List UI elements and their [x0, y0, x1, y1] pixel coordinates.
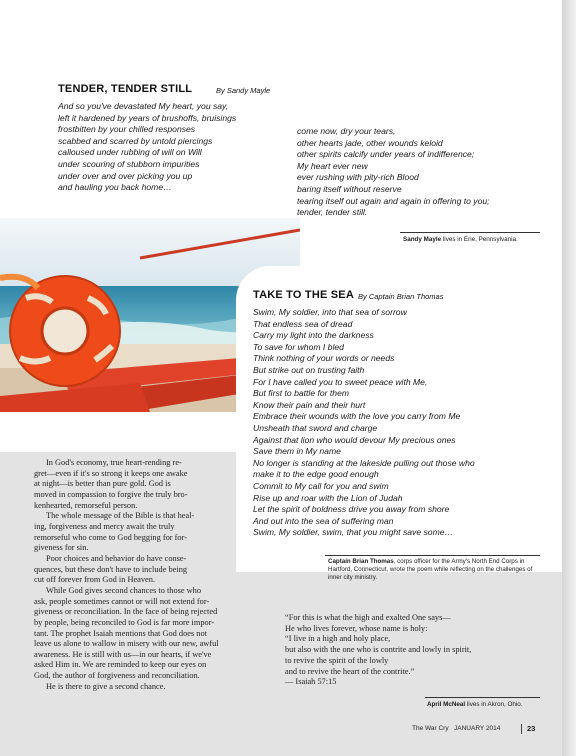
quote-line: and to revive the heart of the contrite.” — [285, 666, 415, 676]
quote-line: “I live in a high and holy place, — [285, 634, 391, 644]
poem-title-tender: TENDER, TENDER STILL — [58, 83, 193, 95]
poem-line: Against that lion who would devour My precious ones — [253, 434, 456, 445]
poem-line: To save for whom I bled — [253, 341, 344, 352]
poem-tender-stanza-right — [297, 126, 490, 219]
poem-line: Think nothing of your words or needs — [253, 353, 395, 364]
body-line: at night—is better than pure gold. God is — [34, 479, 171, 489]
poem-line: And out into the sea of suffering man — [253, 515, 394, 526]
body-line: Poor choices and behavior do have conse- — [46, 553, 187, 563]
poem-line: That endless sea of dread — [253, 318, 353, 329]
quote-line: to revive the spirit of the lowly — [285, 655, 389, 665]
quote-line: “For this is what the high and exalted One says— — [285, 613, 451, 622]
author-bio-text: lives in Erie, Pennsylvania. — [441, 236, 518, 243]
body-line: cut off forever from God in Heaven. — [34, 575, 156, 585]
poem-line: But strike out on trusting faith — [253, 364, 365, 375]
body-line: asked Him in. We are reminded to keep our eyes on — [34, 660, 207, 670]
body-line: giveness or reconciliation. In the face of being rejected — [34, 607, 218, 617]
body-line: moved in compassion to forgive the truly bro- — [34, 489, 188, 499]
poem-line: other hearts jade, other wounds keloid — [297, 137, 443, 148]
poem-line: make it to the edge good enough — [253, 469, 379, 480]
body-line: In God's economy, true heart-rending re- — [46, 458, 182, 467]
poem-line: and hauling you back home… — [58, 182, 172, 193]
poem-line: But first to battle for them — [253, 388, 350, 399]
body-line: He is there to give a second chance. — [46, 681, 166, 691]
body-line: tant. The prophet Isaiah mentions that God does not — [34, 628, 207, 638]
poem-line: Save them in My name — [253, 446, 341, 457]
poem-line: Know their pain and their hurt — [253, 399, 366, 410]
poem-line: tender, tender still. — [297, 207, 368, 218]
poem-line: Commit to My call for you and swim — [253, 480, 389, 491]
body-line: by people, being reconciled to God is far more impor- — [34, 617, 215, 627]
poem-line: ever rushing with pity-rich Blood — [297, 172, 419, 183]
issue-date: JANUARY 2014 — [454, 725, 501, 732]
body-line: awareness. He is still with us—in our hearts, if we've — [34, 649, 212, 659]
body-line: God, the author of forgiveness and reconciliation. — [34, 671, 200, 681]
quote-line: but also with the one who is contrite and lowly in spirit, — [285, 645, 472, 655]
poem-line: frostbitten by your chilled responses — [58, 124, 196, 135]
poem-line: No longer is standing at the lakeside pulling out those who — [253, 457, 475, 468]
poem-title-sea: TAKE TO THE SEA — [253, 289, 354, 301]
bio-rule — [425, 697, 540, 698]
author-name: April McNeal — [427, 701, 466, 708]
poem-line: scabbed and scarred by untold piercings — [58, 135, 213, 146]
poem-line: Swim, My soldier, into that sea of sorrow — [253, 307, 407, 317]
body-line: giveness for sin. — [34, 543, 89, 553]
bio-rule — [325, 555, 540, 556]
poem-line: tearing itself out again and again in offering to you; — [297, 195, 490, 206]
poem-line: under over and over picking you up — [58, 170, 193, 181]
quote-citation: — Isaiah 57:15 — [285, 677, 337, 687]
author-name: Captain Brian Thomas — [328, 558, 394, 565]
body-line: ask, people sometimes cannot or will not extend for- — [34, 596, 210, 606]
article-body — [34, 458, 255, 692]
poem-line: Rise up and roar with the Lion of Judah — [253, 492, 403, 503]
scripture-quote — [285, 613, 471, 688]
poem-line: calloused under rubbing of will on Will — [58, 147, 202, 158]
poem-line: Let the spirit of boldness drive you away from shore — [253, 504, 450, 515]
quote-line: He who lives forever, whose name is holy: — [285, 623, 428, 633]
body-line: quences, but these don't have to include being — [34, 564, 188, 574]
author-bio-text: , corps officer for the Army's North End Corps in Hartford, Connecticut, wrote the poem while reflecting on the challenges of inner city ministry. — [328, 558, 533, 582]
bio-rule — [400, 232, 540, 233]
author-bio-mayle — [403, 236, 518, 243]
poem-line: Swim, My soldier, swim, that you might save some… — [253, 527, 454, 538]
poem-byline-tender: By Sandy Mayle — [216, 86, 271, 95]
author-name: Sandy Mayle — [403, 236, 442, 243]
poem-line: Carry my light into the darkness — [253, 330, 374, 341]
page-number: 23 — [527, 724, 536, 733]
poem-line: come now, dry your tears, — [297, 126, 396, 136]
poem-line: baring itself without reserve — [297, 183, 402, 194]
poem-line: under scouring of stubborn impurities — [58, 158, 200, 169]
body-line: leave us alone to wallow in misery with our new, awful — [34, 639, 219, 649]
page-footer — [412, 725, 500, 732]
poem-line: My heart ever new — [297, 160, 368, 171]
poem-tender-stanza-left — [58, 101, 236, 194]
footer-divider — [521, 724, 522, 734]
publication-name: The War Cry — [412, 725, 449, 732]
body-line: remorseful who come to God begging for for- — [34, 532, 187, 542]
author-bio-thomas — [328, 558, 543, 583]
poem-line: left it hardened by years of brushoffs, bruisings — [58, 112, 237, 123]
body-line: The whole message of the Bible is that heal- — [46, 511, 195, 521]
body-line: kenhearted, remorseful person. — [34, 500, 138, 510]
poem-line: And so you've devastated My heart, you say, — [58, 101, 229, 111]
author-bio-text: lives in Akron, Ohio. — [465, 701, 523, 708]
poem-sea-lines — [253, 307, 475, 539]
body-line: gret—even if it's so strong it keeps one awake — [34, 468, 188, 478]
poem-line: For I have called you to sweet peace with Me, — [253, 376, 428, 387]
body-line: ing, forgiveness and mercy await the truly — [34, 521, 175, 531]
author-bio-mcneal — [427, 701, 523, 708]
poem-line: Embrace their wounds with the love you carry from Me — [253, 411, 461, 422]
page-gutter-shadow — [562, 0, 576, 756]
body-line: While God gives second chances to those who — [46, 585, 202, 595]
poem-line: other spirits calcify under years of indifference; — [297, 149, 475, 160]
poem-byline-sea: By Captain Brian Thomas — [358, 292, 444, 301]
poem-line: Unsheath that sword and charge — [253, 422, 378, 433]
